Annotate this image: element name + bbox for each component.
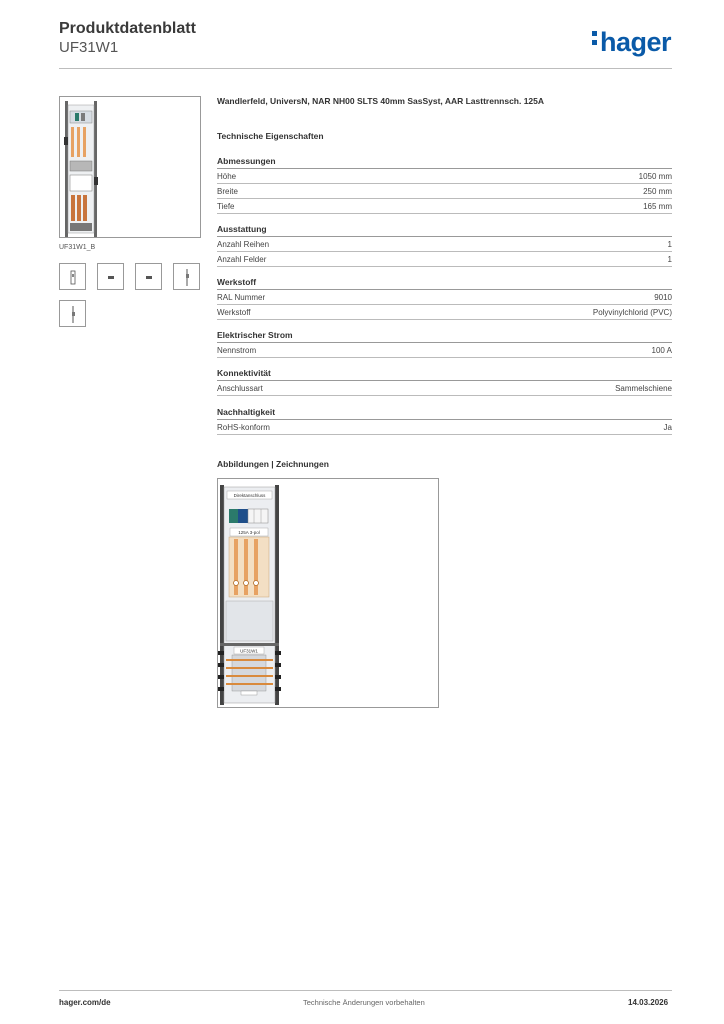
page-title: Produktdatenblatt: [59, 20, 196, 37]
spec-row: [217, 185, 672, 199]
panel-drawing-icon: [218, 479, 439, 708]
section-title: Werkstoff: [217, 277, 672, 290]
spec-label: Tiefe: [217, 202, 235, 211]
product-photo-icon: [60, 97, 201, 238]
front-view-icon: [60, 264, 86, 290]
spec-row: [217, 253, 672, 267]
technical-drawing[interactable]: [217, 478, 439, 708]
top-view-icon: [98, 264, 124, 290]
spec-row: [217, 238, 672, 252]
tech-heading: Technische Eigenschaften: [217, 131, 324, 141]
thumbnail-2[interactable]: [97, 263, 124, 290]
drawing-label-code: UF31W1: [240, 648, 258, 654]
spec-section-sustainability: [217, 407, 672, 435]
footer-date: 14.03.2026: [628, 998, 669, 1007]
hager-logo: [592, 27, 671, 57]
spec-row: [217, 306, 672, 320]
spec-section-material: [217, 277, 672, 320]
spec-row: [217, 344, 672, 358]
spec-value: 1: [667, 255, 672, 264]
section-title: Elektrischer Strom: [217, 330, 672, 343]
thumbnail-3[interactable]: [135, 263, 162, 290]
spec-value: 1050 mm: [638, 172, 672, 181]
product-image[interactable]: [59, 96, 201, 238]
spec-label: Höhe: [217, 172, 237, 181]
spec-row: [217, 291, 672, 305]
footer-divider: [59, 990, 672, 991]
spec-label: RoHS-konform: [217, 423, 270, 432]
thumbnail-1[interactable]: [59, 263, 86, 290]
drawing-label-switch: 125A 3-pol: [238, 530, 260, 535]
spec-section-equipment: [217, 224, 672, 267]
bottom-view-icon: [136, 264, 162, 290]
spec-label: Anschlussart: [217, 384, 263, 393]
section-title: Konnektivität: [217, 368, 672, 381]
footer-website[interactable]: hager.com/de: [59, 998, 111, 1007]
side-view-icon: [174, 264, 200, 290]
spec-value: Sammelschiene: [615, 384, 672, 393]
spec-section-current: [217, 330, 672, 358]
spec-value: 100 A: [651, 346, 672, 355]
image-caption: UF31W1_B: [59, 244, 96, 251]
spec-label: RAL Nummer: [217, 293, 266, 302]
spec-value: 9010: [654, 293, 672, 302]
spec-label: Werkstoff: [217, 308, 251, 317]
spec-value: 1: [667, 240, 672, 249]
spec-row: [217, 421, 672, 435]
spec-row: [217, 170, 672, 184]
spec-section-connectivity: [217, 368, 672, 396]
side-view-icon: [60, 301, 86, 327]
spec-label: Anzahl Reihen: [217, 240, 270, 249]
spec-value: Polyvinylchlorid (PVC): [592, 308, 672, 317]
section-title: Nachhaltigkeit: [217, 407, 672, 420]
drawing-label-top: Direktanschluss: [233, 493, 266, 498]
section-title: Abmessungen: [217, 156, 672, 169]
spec-value: Ja: [663, 423, 672, 432]
spec-section-dimensions: [217, 156, 672, 214]
thumbnail-4[interactable]: [173, 263, 200, 290]
thumbnail-5[interactable]: [59, 300, 86, 327]
logo-dots-icon: [592, 27, 599, 47]
spec-label: Nennstrom: [217, 346, 257, 355]
footer-note: Technische Änderungen vorbehalten: [303, 998, 425, 1007]
header-divider: [59, 68, 672, 69]
product-description: Wandlerfeld, UniversN, NAR NH00 SLTS 40mm SasSyst, AAR Lasttrennsch. 125A: [217, 96, 545, 106]
figures-heading: Abbildungen | Zeichnungen: [217, 459, 329, 469]
spec-row: [217, 382, 672, 396]
spec-label: Anzahl Felder: [217, 255, 267, 264]
section-title: Ausstattung: [217, 224, 672, 237]
spec-value: 165 mm: [643, 202, 672, 211]
spec-row: [217, 200, 672, 214]
product-code: UF31W1: [59, 39, 119, 56]
spec-value: 250 mm: [643, 187, 672, 196]
logo-text: hager: [600, 27, 672, 57]
spec-label: Breite: [217, 187, 238, 196]
